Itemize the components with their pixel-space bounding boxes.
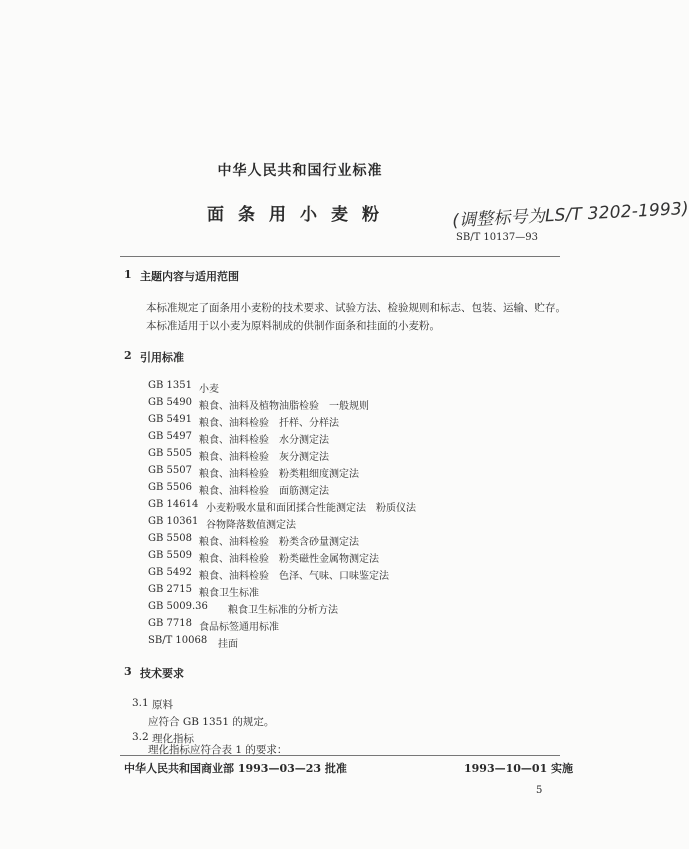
reference-title: 粮食、油料检验 水分测定法 [199,435,329,446]
reference-code: GB 1351 [148,380,192,391]
handwritten-annotation: (调整标号为LS/T 3202-1993) [451,198,689,232]
reference-code: GB 5507 [148,465,192,476]
reference-title: 谷物降落数值测定法 [206,520,296,531]
reference-code: GB 2715 [148,584,192,595]
reference-code: GB 10361 [148,516,199,527]
reference-code: GB 14614 [148,499,199,510]
reference-title: 粮食卫生标准 [199,588,259,599]
page-number: 5 [536,785,543,796]
reference-code: GB 5509 [148,550,192,561]
effective-date: 1993—10—01 实施 [464,762,574,775]
reference-code: GB 5506 [148,482,192,493]
reference-title: 粮食、油料检验 扦样、分样法 [199,418,339,429]
subsection-number: 3.1 [132,697,149,709]
reference-code: GB 5497 [148,431,192,442]
section-1-title: 主题内容与适用范围 [140,270,239,283]
reference-code: GB 5490 [148,397,192,408]
section-2-title: 引用标准 [140,351,184,364]
subsection-title: 原料 [152,699,173,711]
reference-title: 食品标签通用标准 [199,622,279,633]
section-1-paragraph: 本标准规定了面条用小麦粉的技术要求、试验方法、检验规则和标志、包装、运输、贮存。 [146,302,566,314]
approval-issuer: 中华人民共和国商业部 1993—03—23 批准 [124,762,347,775]
reference-code: GB 5508 [148,533,192,544]
reference-code: GB 5491 [148,414,192,425]
reference-code: GB 5505 [148,448,192,459]
reference-title: 粮食、油料检验 粉类粗细度测定法 [199,469,359,480]
reference-title: 粮食、油料检验 面筋测定法 [199,486,329,497]
subsection-title: 理化指标 [152,733,194,745]
section-2-number: 2 [124,349,132,362]
reference-code: GB 5492 [148,567,192,578]
section-1-number: 1 [124,268,132,281]
reference-title: 粮食卫生标准的分析方法 [228,605,338,616]
reference-title: 粮食、油料检验 粉类含砂量测定法 [199,537,359,548]
bottom-divider [120,755,560,756]
section-3-title: 技术要求 [140,667,184,680]
section-3-number: 3 [124,665,132,678]
reference-title: 小麦 [199,384,219,395]
subsection-number: 3.2 [132,731,149,743]
reference-code: GB 7718 [148,618,192,629]
reference-title: 粮食、油料检验 色泽、气味、口味鉴定法 [199,571,389,582]
standard-number: SB/T 10137—93 [456,232,538,243]
subsection-body: 理化指标应符合表 1 的要求： [148,744,288,756]
reference-code: GB 5009.36 [148,601,208,612]
reference-title: 小麦粉吸水量和面团揉合性能测定法 粉质仪法 [206,503,416,514]
section-1-paragraph: 本标准适用于以小麦为原料制成的供制作面条和挂面的小麦粉。 [146,320,440,332]
org-title: 中华人民共和国行业标准 [217,163,383,179]
reference-title: 挂面 [218,639,238,650]
reference-code: SB/T 10068 [148,635,208,646]
top-divider [120,256,560,257]
reference-title: 粮食、油料检验 灰分测定法 [199,452,329,463]
document-title: 面条用小麦粉 [207,205,393,225]
subsection-body: 应符合 GB 1351 的规定。 [148,716,275,728]
reference-title: 粮食、油料及植物油脂检验 一般规则 [199,401,369,412]
reference-title: 粮食、油料检验 粉类磁性金属物测定法 [199,554,379,565]
